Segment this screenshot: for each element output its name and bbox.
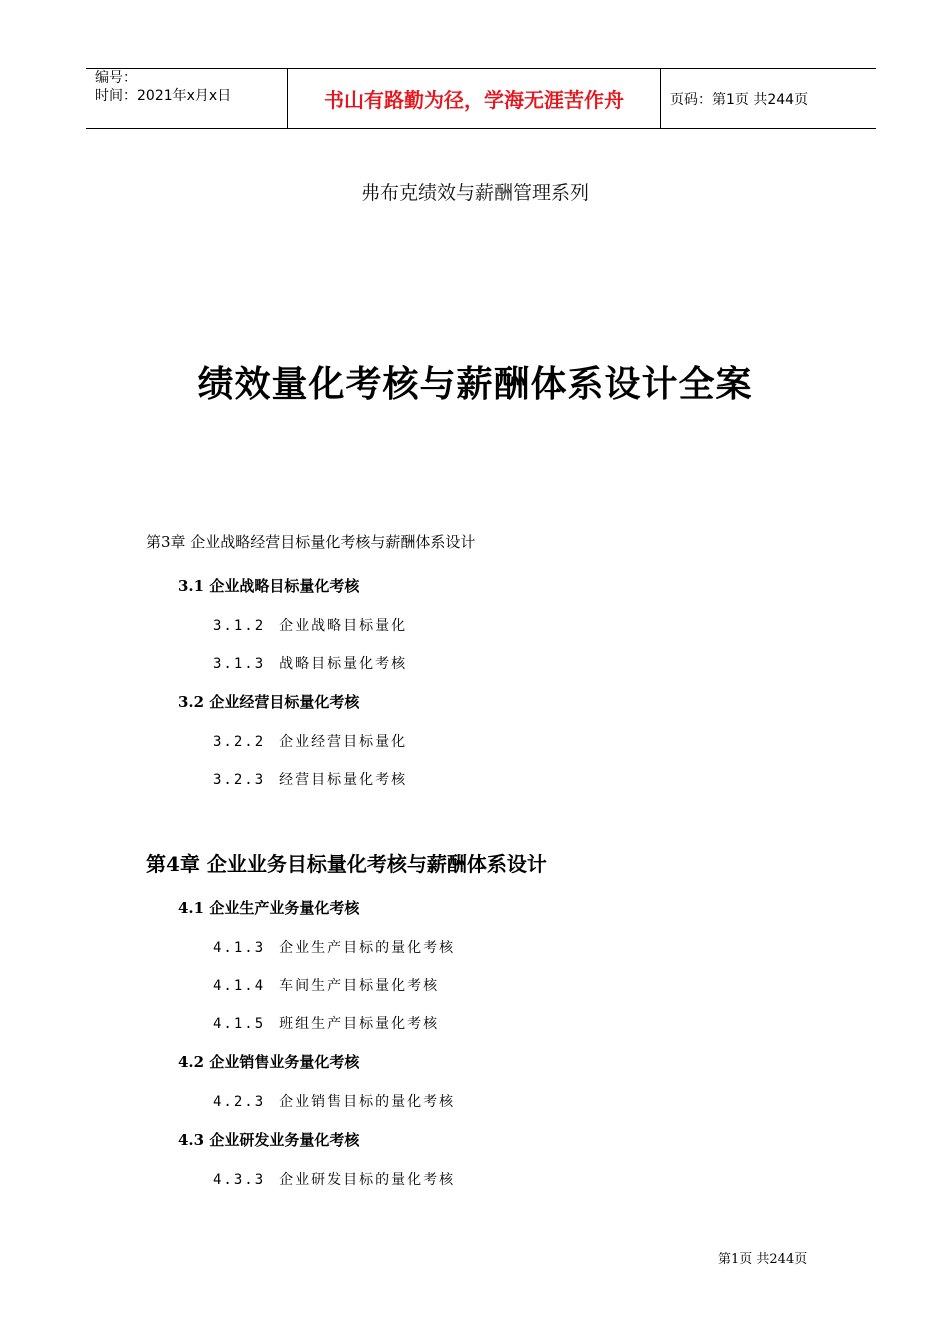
- toc-item-text: 企业生产目标的量化考核: [279, 940, 456, 956]
- motto-text: 书山有路勤为径，学海无涯苦作舟: [324, 88, 624, 112]
- toc-item-text: 企业战略目标量化: [279, 618, 408, 634]
- toc-chapter-4: 第4章 企业业务目标量化考核与薪酬体系设计: [146, 852, 547, 876]
- toc-item-4-2-3: [213, 1091, 455, 1111]
- document-title: 绩效量化考核与薪酬体系设计全案: [197, 363, 753, 405]
- motto-cell: [288, 69, 661, 128]
- page-footer: 第1页 共244页: [718, 1252, 808, 1267]
- header-info-cell: [86, 69, 288, 128]
- toc-item-number: 4.3.3: [213, 1172, 266, 1188]
- toc-item-text: 战略目标量化考核: [279, 656, 408, 672]
- toc-item-4-1-5: [213, 1013, 439, 1033]
- toc-item-3-2-3: [213, 769, 407, 789]
- toc-item-number: 3.2.3: [213, 772, 266, 788]
- toc-item-4-1-3: [213, 937, 455, 957]
- toc-item-text: 经营目标量化考核: [279, 772, 408, 788]
- toc-item-text: 企业经营目标量化: [279, 734, 408, 750]
- toc-section-3-1: 3.1 企业战略目标量化考核: [178, 577, 360, 595]
- number-label: 编号：: [95, 70, 137, 86]
- date-label: 时间：2021年x月x日: [95, 88, 232, 104]
- toc-item-number: 3.1.3: [213, 656, 266, 672]
- toc-item-number: 4.1.4: [213, 978, 266, 994]
- toc-item-3-2-2: [213, 731, 407, 751]
- toc-section-4-3: 4.3 企业研发业务量化考核: [178, 1131, 360, 1149]
- header-page-label: 页码：第1页 共244页: [670, 91, 809, 108]
- toc-item-4-1-4: [213, 975, 439, 995]
- toc-item-number: 3.2.2: [213, 734, 266, 750]
- toc-chapter-3: 第3章 企业战略经营目标量化考核与薪酬体系设计: [146, 533, 476, 551]
- toc-item-4-3-3: [213, 1169, 455, 1189]
- toc-item-3-1-3: [213, 653, 407, 673]
- page-number-cell: [661, 69, 876, 128]
- page-header: [86, 68, 876, 129]
- series-title: 弗布克绩效与薪酬管理系列: [360, 182, 589, 204]
- toc-section-3-2: 3.2 企业经营目标量化考核: [178, 693, 360, 711]
- toc-section-4-2: 4.2 企业销售业务量化考核: [178, 1053, 360, 1071]
- toc-item-text: 企业销售目标的量化考核: [279, 1094, 456, 1110]
- toc-item-number: 4.2.3: [213, 1094, 266, 1110]
- toc-item-number: 4.1.5: [213, 1016, 266, 1032]
- toc-item-text: 企业研发目标的量化考核: [279, 1172, 456, 1188]
- toc-item-text: 车间生产目标量化考核: [279, 978, 440, 994]
- toc-item-number: 3.1.2: [213, 618, 266, 634]
- toc-item-text: 班组生产目标量化考核: [279, 1016, 440, 1032]
- toc-section-4-1: 4.1 企业生产业务量化考核: [178, 899, 360, 917]
- toc-item-number: 4.1.3: [213, 940, 266, 956]
- toc-item-3-1-2: [213, 615, 407, 635]
